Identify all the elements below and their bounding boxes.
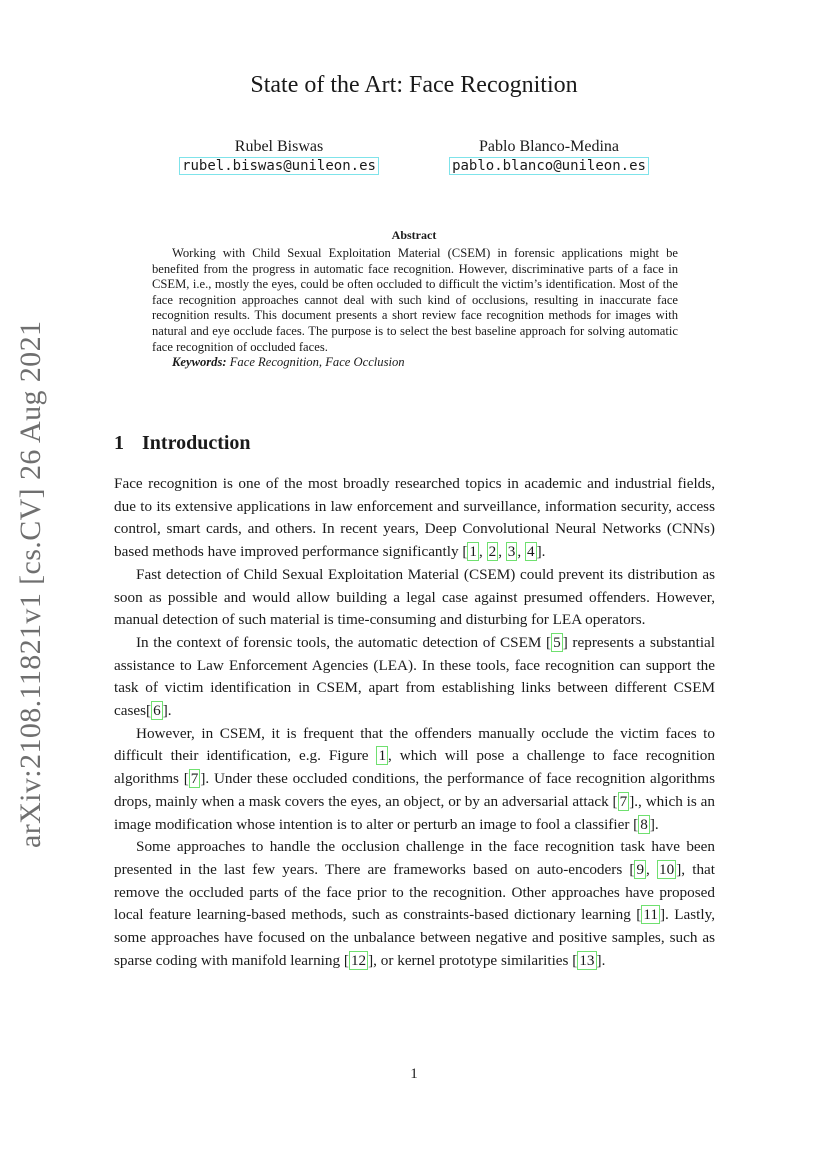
keywords <box>152 355 678 371</box>
author-email-link[interactable]: rubel.biswas@unileon.es <box>179 157 379 175</box>
abstract <box>152 246 678 371</box>
section-number: 1 <box>114 432 124 454</box>
paragraph: Fast detection of Child Sexual Exploitation Material (CSEM) could prevent its distribution as soon as possible and would allow building a legal case against presumed offenders. However, manual detection of such material is time-consuming and disturbing for LEA operators. <box>114 565 715 629</box>
section-heading <box>114 432 251 455</box>
arxiv-identifier: arXiv:2108.11821v1 [cs.CV] 26 Aug 2021 <box>14 320 47 848</box>
figure-link[interactable]: 1 <box>378 747 387 765</box>
paragraph: Face recognition is one of the most broadly researched topics in academic and industrial fields, due to its extensive applications in law enforcement and surveillance, information security, access control, smart cards, and others. In recent years, Deep Convolutional Neural Networks (CNNs) based methods have improved performance significantly [ 1 , 2 , 3 , 4 ]. <box>114 475 715 561</box>
citation-link[interactable]: 9 <box>636 860 645 878</box>
paper-title: State of the Art: Face Recognition <box>250 72 578 98</box>
citation-link[interactable]: 12 <box>350 951 367 969</box>
paragraph: In the context of forensic tools, the automatic detection of CSEM [ 5 ] represents a substantial assistance to Law Enforcement Agencies (LEA). In these tools, face recognition can support the task of victim identification in CSEM, apart from establishing links between different CSEM cases[ 6 ]. <box>114 633 715 720</box>
body-text <box>114 473 715 972</box>
citation-link[interactable]: 13 <box>579 951 595 969</box>
author-block <box>430 137 668 175</box>
author-name: Pablo Blanco-Medina <box>479 138 619 155</box>
citation-link[interactable]: 2 <box>488 543 497 561</box>
abstract-heading: Abstract <box>391 228 437 242</box>
section-title: Introduction <box>142 432 251 454</box>
paragraph: However, in CSEM, it is frequent that the offenders manually occlude the victim faces to difficult their identification, e.g. Figure 1 , which will pose a challenge to face recognition algorithms [ 7 ]. Under these occluded conditions, the performance of face recognition algorithms drops, mainly when a mask covers the eyes, an object, or by an adversarial attack [ 7 ]., which is an image modification whose intention is to alter or perturb an image to fool a classifier [ 8 ]. <box>114 724 715 833</box>
author-email-link[interactable]: pablo.blanco@unileon.es <box>449 157 649 175</box>
citation-link[interactable]: 8 <box>640 815 648 833</box>
keywords-text: Face Recognition, Face Occlusion <box>229 355 405 370</box>
citation-link[interactable]: 7 <box>190 770 199 788</box>
citation-link[interactable]: 4 <box>526 543 535 561</box>
citation-link[interactable]: 1 <box>469 543 478 561</box>
citation-link[interactable]: 6 <box>153 702 161 720</box>
citation-link[interactable]: 3 <box>507 543 516 561</box>
citation-link[interactable]: 5 <box>553 633 561 651</box>
page-number: 1 <box>410 1066 418 1082</box>
keywords-label: Keywords: <box>172 355 227 370</box>
abstract-text: Working with Child Sexual Exploitation Material (CSEM) in forensic applications might be benefited from the progress in automatic face recognition. However, discriminative parts of a face in CSEM, i.e., mostly the eyes, could be often occluded to difficult the victim’s identification. Most of the face recognition approaches cannot deal with such kind of occlusions, resulting in inaccurate face recognition results. This document presents a short review face recognition methods for images with natural and eye occlude faces. The purpose is to select the best baseline approach for solving automatic face recognition of occluded faces. <box>152 246 678 354</box>
paragraph: Some approaches to handle the occlusion challenge in the face recognition task have been presented in the last few years. There are frameworks based on auto-encoders [ 9 , 10 ], that remove the occluded parts of the face prior to the recognition. Other approaches have proposed local feature learning-based methods, such as constraints-based dictionary learning [ 11 ]. Lastly, some approaches have focused on the unbalance between negative and positive samples, such as sparse coding with manifold learning [ 12 ], or kernel prototype similarities [ 13 ]. <box>114 838 715 969</box>
citation-link[interactable]: 11 <box>643 906 658 924</box>
citation-link[interactable]: 10 <box>659 860 675 878</box>
author-block <box>160 137 398 175</box>
author-name: Rubel Biswas <box>234 138 324 155</box>
citation-link[interactable]: 7 <box>619 792 628 810</box>
